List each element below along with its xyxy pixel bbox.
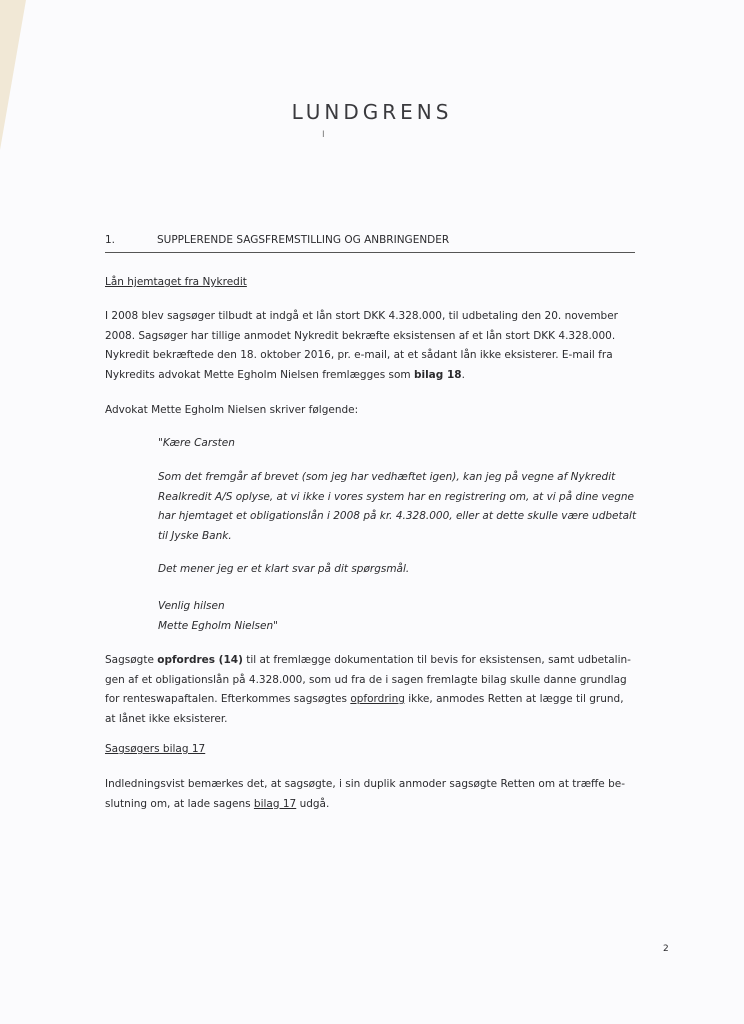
quote-line: har hjemtaget et obligationslån i 2008 på kr. 4.328.000, eller at dette skulle være udbetalt (158, 510, 637, 522)
paragraph-line: Nykredit bekræftede den 18. oktober 2016, pr. e-mail, at et sådant lån ikke eksisterer. E-mail fra (105, 349, 613, 361)
paragraph-request (105, 651, 635, 729)
paragraph-line: at lånet ikke eksisterer. (105, 712, 228, 725)
paragraph-line (105, 366, 635, 386)
text-run: til at fremlægge dokumentation til bevis for eksistensen, samt udbetalin- (242, 654, 631, 666)
request-reference: opfordres (14) (157, 654, 243, 666)
paragraph-line (105, 651, 635, 671)
page-number: 2 (663, 944, 669, 954)
paragraph-line (105, 690, 635, 710)
quote-line: Som det fremgår af brevet (som jeg har vedhæftet igen), kan jeg på vegne af Nykredit (158, 471, 616, 483)
paragraph-intro-quote: Advokat Mette Egholm Nielsen skriver følgende: (105, 404, 359, 416)
paragraph-line: I 2008 blev sagsøger tilbudt at indgå et lån stort DKK 4.328.000, til udbetaling den 20. november (105, 310, 618, 322)
paragraph-line: 2008. Sagsøger har tillige anmodet Nykredit bekræfte eksistensen af et lån stort DKK 4.328.000. (105, 329, 616, 342)
exhibit-reference: bilag 18 (413, 368, 462, 381)
quote-line: Realkredit A/S oplyse, at vi ikke i vores system har en registrering om, at vi på dine vegne (158, 490, 634, 503)
quote-line: til Jyske Bank. (158, 529, 232, 542)
company-logo: LUNDGRENS (291, 100, 453, 124)
paragraph-line (105, 795, 635, 815)
text-run: Sagsøgte (105, 654, 158, 666)
section-heading (105, 234, 635, 253)
paragraph-bilag (105, 775, 635, 814)
subheading-bilag-17: Sagsøgers bilag 17 (105, 743, 206, 755)
quote-signoff (158, 597, 636, 636)
subheading-nykredit: Lån hjemtaget fra Nykredit (105, 276, 247, 288)
quote-closing: Venlig hilsen (158, 600, 225, 612)
bilag-17-link[interactable]: bilag 17 (253, 797, 297, 810)
logo-mark: I (322, 130, 325, 140)
section-number: 1. (105, 234, 116, 246)
paragraph-line: gen af et obligationslån på 4.328.000, som ud fra de i sagen fremlagte bilag skulle danne grundlag (105, 673, 627, 686)
text-run: udgå. (296, 797, 330, 810)
section-title: SUPPLERENDE SAGSFREMSTILLING OG ANBRINGENDER (157, 234, 450, 246)
text-run: ikke, anmodes Retten at lægge til grund, (404, 693, 624, 705)
folded-corner (0, 0, 26, 150)
opfordring-link[interactable]: opfordring (350, 693, 405, 705)
text-run: Nykredits advokat Mette Egholm Nielsen fremlægges som (105, 368, 414, 381)
quote-signature: Mette Egholm Nielsen" (158, 619, 278, 632)
paragraph-line: Indledningsvist bemærkes det, at sagsøgte, i sin duplik anmoder sagsøgte Retten om at træffe be- (105, 778, 625, 790)
text-run: . (461, 368, 465, 381)
text-run: for renteswapaftalen. Efterkommes sagsøgtes (105, 693, 351, 705)
text-run: slutning om, at lade sagens (105, 797, 254, 810)
quote-body (158, 468, 636, 546)
quote-answer: Det mener jeg er et klart svar på dit spørgsmål. (158, 563, 410, 575)
quote-greeting: "Kære Carsten (158, 437, 235, 449)
paragraph-loan (105, 307, 635, 385)
